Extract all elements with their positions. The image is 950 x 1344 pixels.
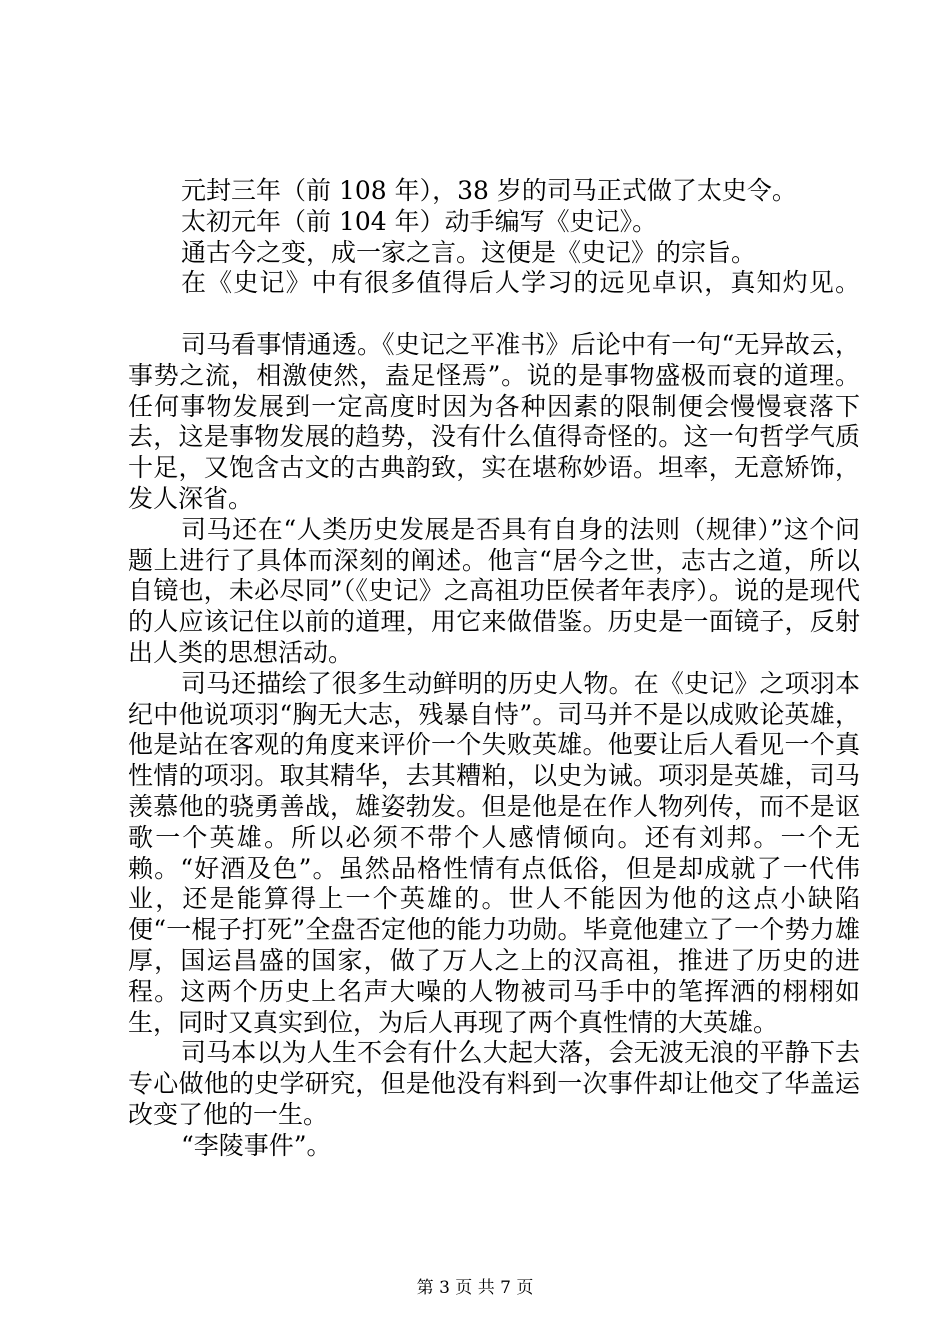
paragraph-turning-point: 司马本以为人生不会有什么大起大落，会无波无浪的平静下去专心做他的史学研究，但是他没有料到一次事件却让他交了华盖运改变了他的一生。 — [128, 1038, 860, 1129]
text-line-compilation: 太初元年（前 104 年）动手编写《史记》。 — [181, 206, 658, 236]
paragraph-pingzhunshu: 司马看事情通透。《史记之平准书》后论中有一句“无异故云，事势之流，相激使然，盍足怪焉”。说的是事物盛极而衰的道理。任何事物发展到一定高度时因为各种因素的限制便会慢慢衰落下去，这是事物发展的趋势，没有什么值得奇怪的。这一句哲学气质十足，又饱含古文的古典韵致，实在堪称妙语。坦率，无意矫饰，发人深省。 — [128, 329, 860, 513]
text-line-insights: 在《史记》中有很多值得后人学习的远见卓识，真知灼见。 — [181, 268, 860, 298]
blank-line — [128, 299, 860, 330]
text-line-purpose: 通古今之变，成一家之言。这便是《史记》的宗旨。 — [181, 237, 757, 267]
page-number-footer: 第 3 页 共 7 页 — [416, 1278, 534, 1298]
paragraph-historical-figures: 司马还描绘了很多生动鲜明的历史人物。在《史记》之项羽本纪中他说项羽“胸无大志，残暴自恃”。司马并不是以成败论英雄，他是站在客观的角度来评价一个失败英雄。他要让后人看见一个真性情的项羽。取其精华，去其糟粕，以史为诫。项羽是英雄，司马羡慕他的骁勇善战，雄姿勃发。但是他是在作人物列传，而不是讴歌一个英雄。所以必须不带个人感情倾向。还有刘邦。一个无赖。“好酒及色”。虽然品格性情有点低俗，但是却成就了一代伟业，还是能算得上一个英雄的。世人不能因为他的这点小缺陷便“一棍子打死”全盘否定他的能力功勋。毕竟他建立了一个势力雄厚，国运昌盛的国家，做了万人之上的汉高祖，推进了历史的进程。这两个历史上名声大噪的人物被司马手中的笔挥洒的栩栩如生，同时又真实到位，为后人再现了两个真性情的大英雄。 — [128, 668, 860, 1037]
text-line-appointment: 元封三年（前 108 年），38 岁的司马正式做了太史令。 — [181, 176, 797, 205]
paragraph-history-mirror: 司马还在“人类历史发展是否具有自身的法则（规律）”这个问题上进行了具体而深刻的阐述。他言“居今之世，志古之道，所以自镜也，未必尽同”（《史记》之高祖功臣侯者年表序）。说的是现代的人应该记住以前的道理，用它来做借鉴。历史是一面镜子，反射出人类的思想活动。 — [128, 514, 860, 667]
paragraph-li-ling-event: “李陵事件”。 — [181, 1130, 332, 1160]
document-body — [128, 176, 860, 1162]
